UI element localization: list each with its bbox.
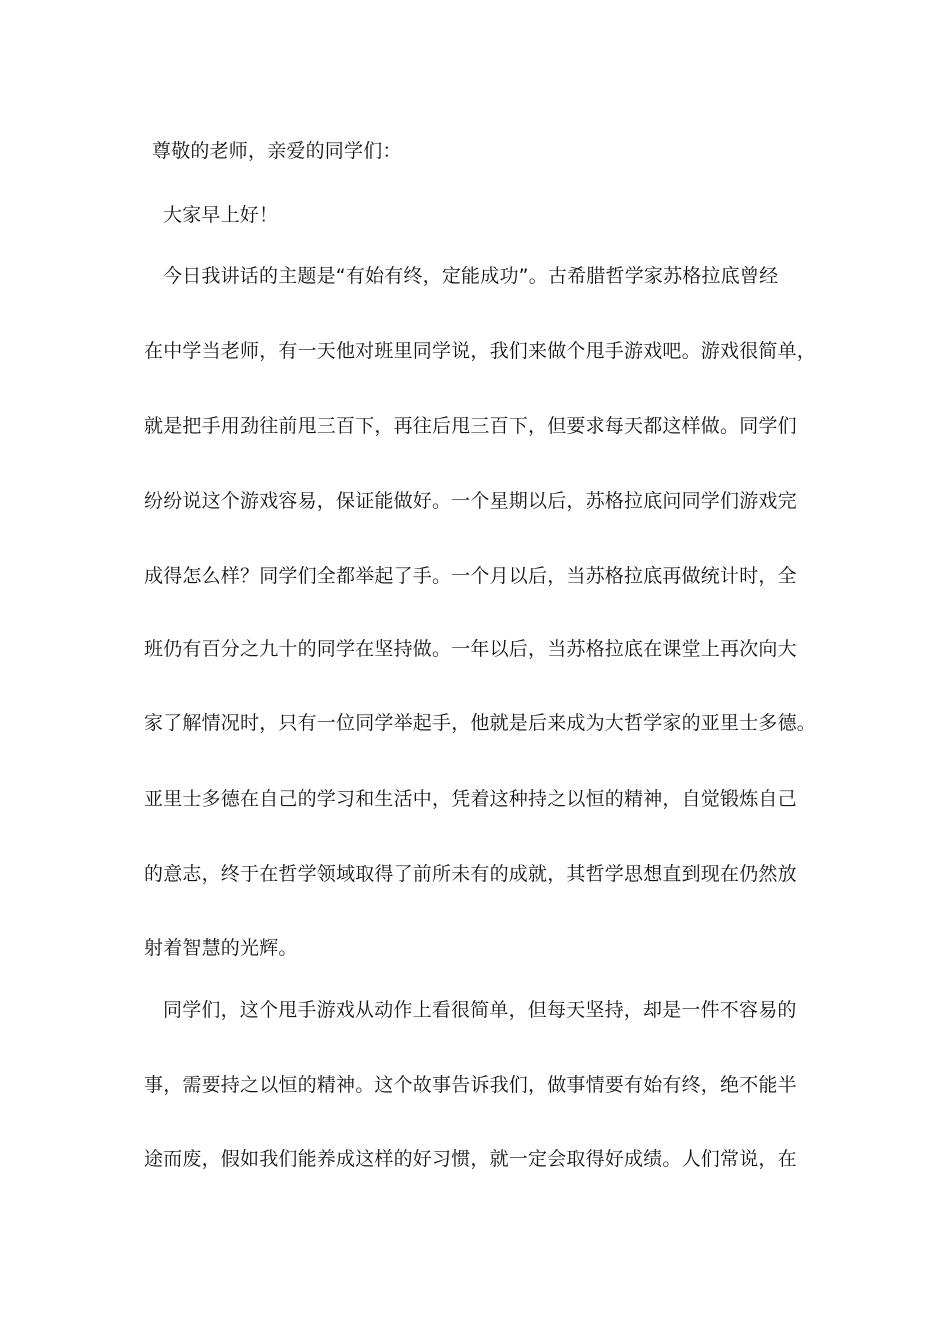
body-line-2: 在中学当老师，有一天他对班里同学说，我们来做个甩手游戏吧。游戏很简单，: [144, 340, 817, 362]
body-line-7: 家了解情况时，只有一位同学举起手，他就是后来成为大哲学家的亚里士多德。: [144, 712, 817, 734]
greeting-line: 尊敬的老师，亲爱的同学们：: [152, 140, 402, 162]
body-line-12: 事，需要持之以恒的精神。这个故事告诉我们，做事情要有始有终，绝不能半: [144, 1074, 797, 1096]
body-line-11: 同学们，这个甩手游戏从动作上看很简单，但每天坚持，却是一件不容易的: [163, 999, 797, 1021]
body-line-9: 的意志，终于在哲学领域取得了前所未有的成就，其哲学思想直到现在仍然放: [144, 863, 797, 885]
body-line-3: 就是把手用劲往前甩三百下，再往后甩三百下，但要求每天都这样做。同学们: [144, 415, 797, 437]
body-line-4: 纷纷说这个游戏容易，保证能做好。一个星期以后，苏格拉底问同学们游戏完: [144, 490, 797, 512]
body-line-8: 亚里士多德在自己的学习和生活中，凭着这种持之以恒的精神，自觉锻炼自己: [144, 788, 797, 810]
body-line-1: 今日我讲话的主题是“有始有终，定能成功”。古希腊哲学家苏格拉底曾经: [163, 265, 779, 287]
body-line-10: 射着智慧的光辉。: [144, 937, 298, 959]
body-line-6: 班仍有百分之九十的同学在坚持做。一年以后，当苏格拉底在课堂上再次向大: [144, 638, 797, 660]
body-line-5: 成得怎么样？同学们全都举起了手。一个月以后，当苏格拉底再做统计时，全: [144, 565, 797, 587]
body-line-13: 途而废，假如我们能养成这样的好习惯，就一定会取得好成绩。人们常说，在: [144, 1148, 797, 1170]
salutation-line: 大家早上好！: [163, 204, 279, 226]
